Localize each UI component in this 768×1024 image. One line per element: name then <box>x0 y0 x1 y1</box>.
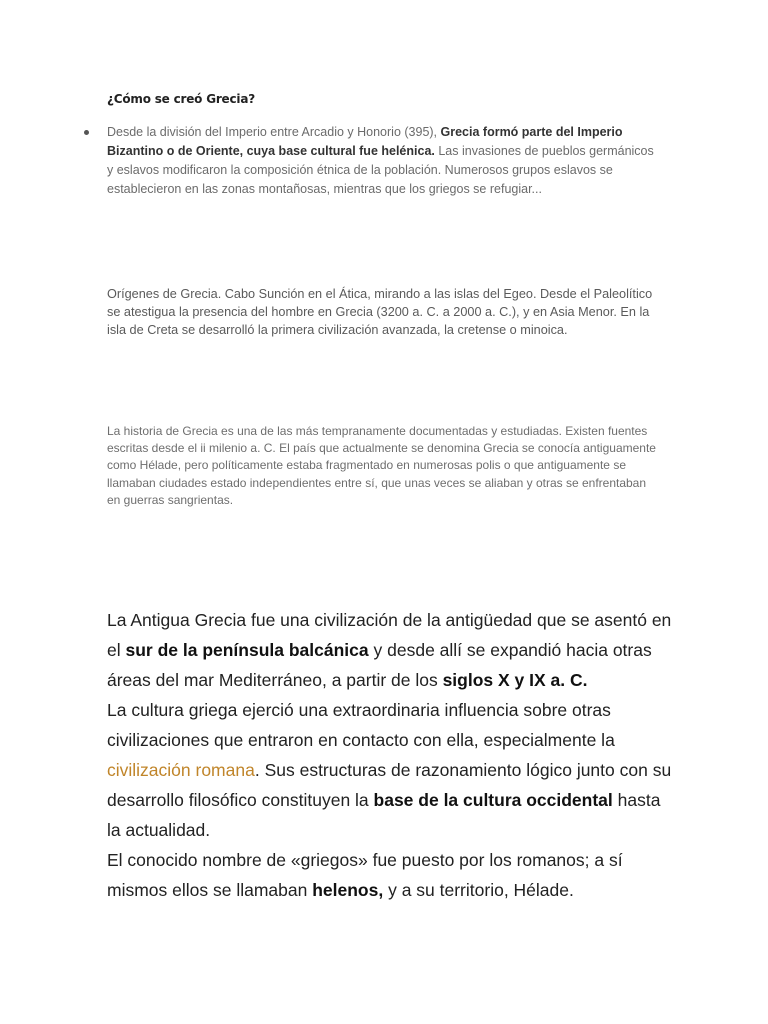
main-bold-peninsula: sur de la península balcánica <box>125 640 369 660</box>
main-paragraph <box>107 605 677 905</box>
roman-civilization-link[interactable]: civilización romana <box>107 760 255 780</box>
main-text-4: . Sus estructuras de razonamiento lógico junto con su desarrollo filosófico constituyen la <box>107 760 672 810</box>
main-text-5: hasta la actualidad. <box>107 790 661 840</box>
history-paragraph: La historia de Grecia es una de las más tempranamente documentadas y estudiadas. Existen fuentes escritas desde el ii milenio a. C. El país que actualmente se denomina Grecia se conocía antiguamente como Hélade, pero políticamente estaba fragmentado en numerosas polis o que antiguamente se llamaban ciudades estado independientes entre sí, que unas veces se aliaban y otras se enfrentaban en guerras sangrientas. <box>107 424 656 507</box>
page-title: ¿Cómo se creó Grecia? <box>107 92 255 106</box>
main-bold-hellenes: helenos, <box>312 880 384 900</box>
main-bold-centuries: siglos X y IX a. C. <box>442 670 588 690</box>
main-text-3: La cultura griega ejerció una extraordinaria influencia sobre otras civilizaciones que entraron en contacto con ella, especialmente la <box>107 700 615 750</box>
bullet-icon <box>84 130 89 135</box>
main-text-1: La Antigua Grecia fue una civilización de la antigüedad que se asentó en el <box>107 610 672 660</box>
bullet-text-part-1: Desde la división del Imperio entre Arcadio y Honorio (395), <box>107 125 441 139</box>
main-text-7: y a su territorio, Hélade. <box>383 880 574 900</box>
bullet-text <box>107 123 662 199</box>
bullet-bold-text: Grecia formó parte del Imperio Bizantino o de Oriente, cuya base cultural fue helénica. <box>107 125 623 158</box>
origins-paragraph: Orígenes de Grecia. Cabo Sunción en el Ática, mirando a las islas del Egeo. Desde el Paleolítico se atestigua la presencia del hombre en Grecia (3200 a. C. a 2000 a. C.), y en Asia Menor. En la isla de Creta se desarrolló la primera civilización avanzada, la cretense o minoica. <box>107 287 653 337</box>
main-bold-western-culture: base de la cultura occidental <box>373 790 613 810</box>
main-text-6: El conocido nombre de «griegos» fue puesto por los romanos; a sí mismos ellos se llamaban <box>107 850 623 900</box>
bullet-text-part-2: Las invasiones de pueblos germánicos y eslavos modificaron la composición étnica de la población. Numerosos grupos eslavos se establecieron en las zonas montañosas, mientras que los griegos se refugiar... <box>107 144 654 196</box>
main-text-2: y desde allí se expandió hacia otras áreas del mar Mediterráneo, a partir de los <box>107 640 652 690</box>
